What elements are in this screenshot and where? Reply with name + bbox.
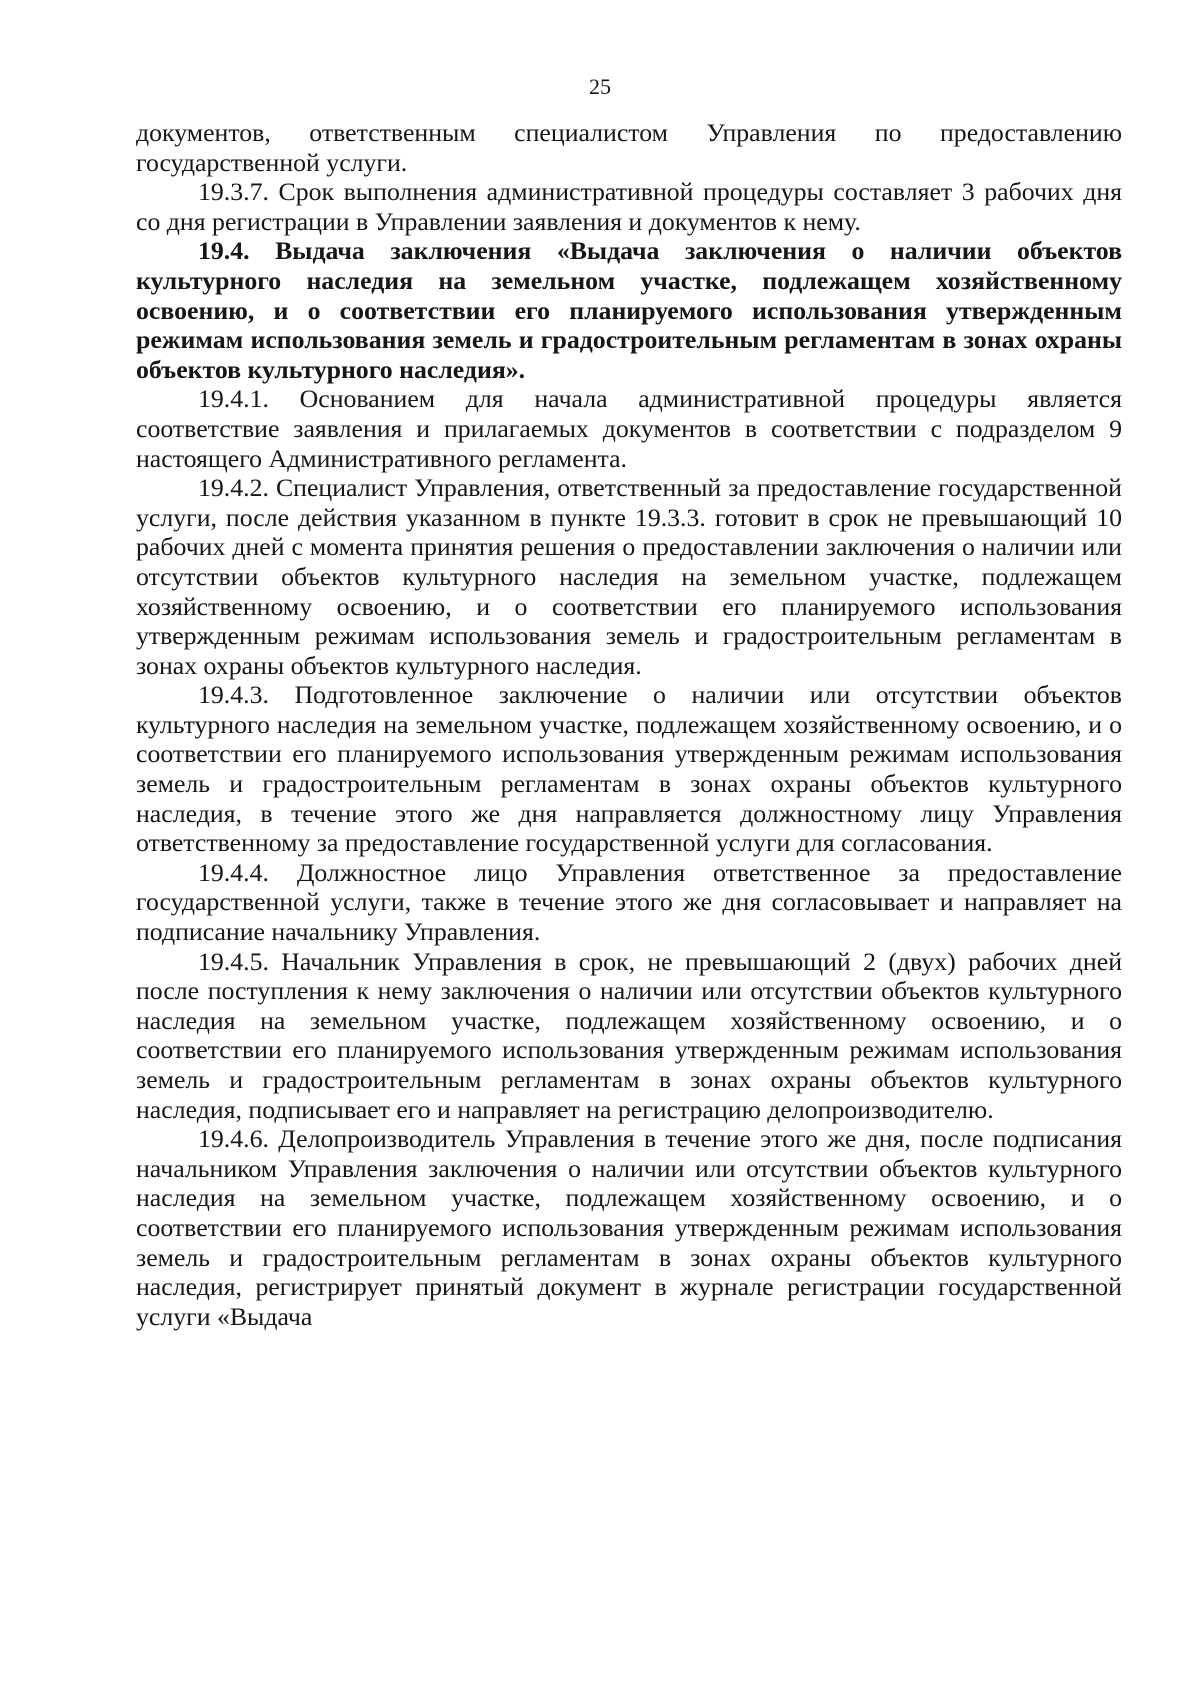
paragraph-19-4-4: 19.4.4. Должностное лицо Управления ответственное за предоставление государственной услуги, также в течение этого же дня согласовывает и направляет на подписание начальнику Управления. (136, 857, 1122, 947)
paragraph-continuation: документов, ответственным специалистом Управления по предоставлению государственной услуги. (136, 118, 1122, 177)
paragraph-19-4-5: 19.4.5. Начальник Управления в срок, не превышающий 2 (двух) рабочих дней после поступления к нему заключения о наличии или отсутствии объектов культурного наследия на земельном участке, подлежащем хозяйственному освоению, и о соответствии его планируемого использования утвержденным режимам использования земель и градостроительным регламентам в зонах охраны объектов культурного наследия, подписывает его и направляет на регистрацию делопроизводителю. (136, 946, 1122, 1124)
paragraph-19-3-7: 19.3.7. Срок выполнения административной процедуры составляет 3 рабочих дня со дня регистрации в Управлении заявления и документов к нему. (136, 177, 1122, 236)
section-heading-19-4: 19.4. Выдача заключения «Выдача заключения о наличии объектов культурного наследия на земельном участке, подлежащем хозяйственному освоению, и о соответствии его планируемого использования утвержденным режимам использования земель и градостроительным регламентам в зонах охраны объектов культурного наследия». (136, 236, 1122, 384)
page-number: 25 (589, 74, 611, 99)
paragraph-19-4-2: 19.4.2. Специалист Управления, ответственный за предоставление государственной услуги, после действия указанном в пункте 19.3.3. готовит в срок не превышающий 10 рабочих дней с момента принятия решения о предоставлении заключения о наличии или отсутствии объектов культурного наследия на земельном участке, подлежащем хозяйственному освоению, и о соответствии его планируемого использования утвержденным режимам использования земель и градостроительным регламентам в зонах охраны объектов культурного наследия. (136, 473, 1122, 680)
paragraph-19-4-1: 19.4.1. Основанием для начала административной процедуры является соответствие заявления и прилагаемых документов в соответствии с подразделом 9 настоящего Административного регламента. (136, 384, 1122, 473)
paragraph-19-4-3: 19.4.3. Подготовленное заключение о наличии или отсутствии объектов культурного наследия на земельном участке, подлежащем хозяйственному освоению, и о соответствии его планируемого использования утвержденным режимам использования земель и градостроительным регламентам в зонах охраны объектов культурного наследия, в течение этого же дня направляется должностному лицу Управления ответственному за предоставление государственной услуги для согласования. (136, 680, 1122, 858)
paragraph-19-4-6: 19.4.6. Делопроизводитель Управления в течение этого же дня, после подписания начальником Управления заключения о наличии или отсутствии объектов культурного наследия на земельном участке, подлежащем хозяйственному освоению, и о соответствии его планируемого использования утвержденным режимам использования земель и градостроительным регламентам в зонах охраны объектов культурного наследия, регистрирует принятый документ в журнале регистрации государственной услуги «Выдача (136, 1124, 1122, 1331)
document-body (136, 118, 1122, 1331)
